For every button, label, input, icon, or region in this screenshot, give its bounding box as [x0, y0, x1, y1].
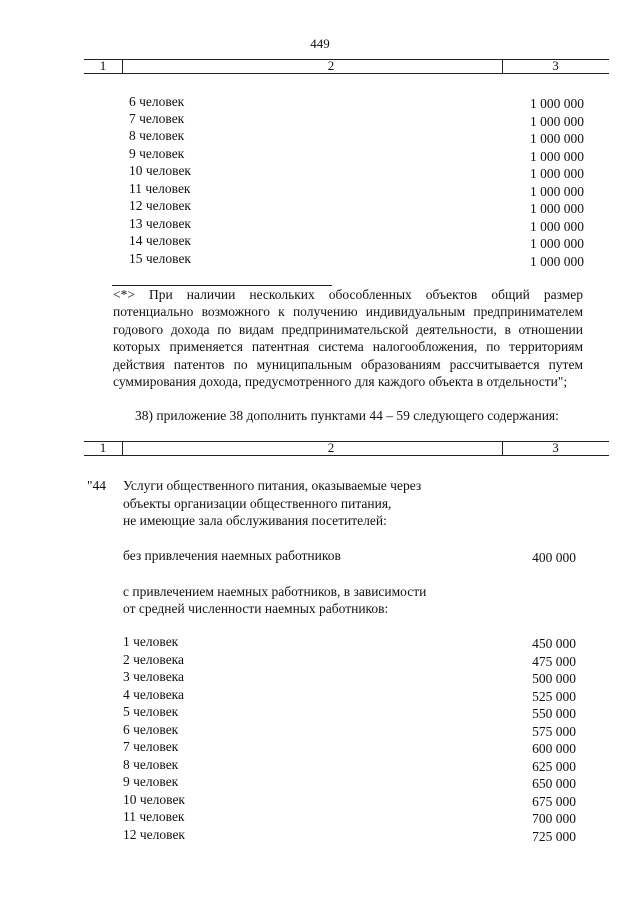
row-label: 11 человек — [123, 809, 185, 824]
row-label: 4 человека — [123, 687, 185, 702]
footnote-divider — [112, 285, 332, 286]
header-col-1: 1 — [99, 58, 107, 73]
row-value: 1 000 000 — [530, 254, 584, 269]
row-label: 10 человек — [129, 163, 191, 178]
row-label: 6 человек — [129, 94, 185, 109]
row-value: 1 000 000 — [530, 219, 584, 234]
row-label: 15 человек — [129, 251, 191, 266]
row-label: 9 человек — [123, 774, 179, 789]
row-value: 475 000 — [532, 654, 576, 669]
header-col-3: 3 — [552, 58, 559, 73]
row-value: 725 000 — [532, 829, 576, 844]
row-value: 1 000 000 — [530, 114, 584, 129]
row-value: 575 000 — [532, 724, 576, 739]
row-label: 2 человека — [123, 652, 185, 667]
row-label: 3 человека — [123, 669, 185, 684]
row-value: 1 000 000 — [530, 166, 584, 181]
row-label: 11 человек — [129, 181, 191, 196]
item-title-line: не имеющие зала обслуживания посетителей: — [123, 513, 387, 528]
row-value: 1 000 000 — [530, 96, 584, 111]
row-label: 5 человек — [123, 704, 179, 719]
row-value: 450 000 — [532, 636, 576, 651]
row-value: 700 000 — [532, 811, 576, 826]
row-label: 8 человек — [123, 757, 179, 772]
item-title-line: Услуги общественного питания, оказываемые через — [123, 478, 422, 493]
item-title-line: объекты организации общественного питания, — [123, 496, 392, 511]
footnote-line: потенциально возможного к получению индивидуальным предпринимателем — [113, 304, 583, 319]
row-value: 1 000 000 — [530, 201, 584, 216]
row-value: 550 000 — [532, 706, 576, 721]
row-value: 525 000 — [532, 689, 576, 704]
row-label: 7 человек — [123, 739, 179, 754]
row-label: 6 человек — [123, 722, 179, 737]
row-value: 625 000 — [532, 759, 576, 774]
row-label: 8 человек — [129, 128, 185, 143]
page-number: 449 — [310, 36, 330, 51]
row-value: 650 000 — [532, 776, 576, 791]
row-label: 10 человек — [123, 792, 185, 807]
row-value: 500 000 — [532, 671, 576, 686]
paragraph-38: 38) приложение 38 дополнить пунктами 44 – 59 следующего содержания: — [135, 408, 559, 423]
row-value: 675 000 — [532, 794, 576, 809]
table-header-top — [84, 59, 609, 74]
row-label: 7 человек — [129, 111, 185, 126]
row-value: 600 000 — [532, 741, 576, 756]
row-label: 12 человек — [123, 827, 185, 842]
footnote-line: годового дохода по видам предпринимательской деятельности, в отношении — [113, 322, 583, 337]
row-label: 9 человек — [129, 146, 185, 161]
with-hired-line: от средней численности наемных работников: — [123, 601, 389, 616]
header-col-2: 2 — [327, 58, 335, 73]
header-col-2: 2 — [327, 440, 335, 455]
footnote-line: суммирования дохода, предусмотренного для каждого объекта в отдельности"; — [113, 374, 568, 389]
row-label: 12 человек — [129, 198, 191, 213]
row-label: 14 человек — [129, 233, 191, 248]
row-label: 13 человек — [129, 216, 191, 231]
no-hired-value: 400 000 — [532, 550, 576, 565]
header-col-1: 1 — [99, 440, 107, 455]
footnote-line: действия патентов по муниципальным образованиям рассчитывается путем — [113, 357, 583, 372]
row-value: 1 000 000 — [530, 236, 584, 251]
no-hired-label: без привлечения наемных работников — [123, 548, 341, 563]
row-value: 1 000 000 — [530, 131, 584, 146]
header-col-3: 3 — [552, 440, 559, 455]
footnote-line: которых применяется патентная система налогообложения, по территориям — [113, 339, 583, 354]
footnote-line: <*> При наличии нескольких обособленных объектов общий размер — [113, 287, 583, 302]
item-number: "44 — [87, 478, 107, 493]
row-label: 1 человек — [123, 634, 179, 649]
row-value: 1 000 000 — [530, 149, 584, 164]
with-hired-line: с привлечением наемных работников, в зависимости — [123, 584, 427, 599]
row-value: 1 000 000 — [530, 184, 584, 199]
table-header-bottom — [84, 441, 609, 456]
